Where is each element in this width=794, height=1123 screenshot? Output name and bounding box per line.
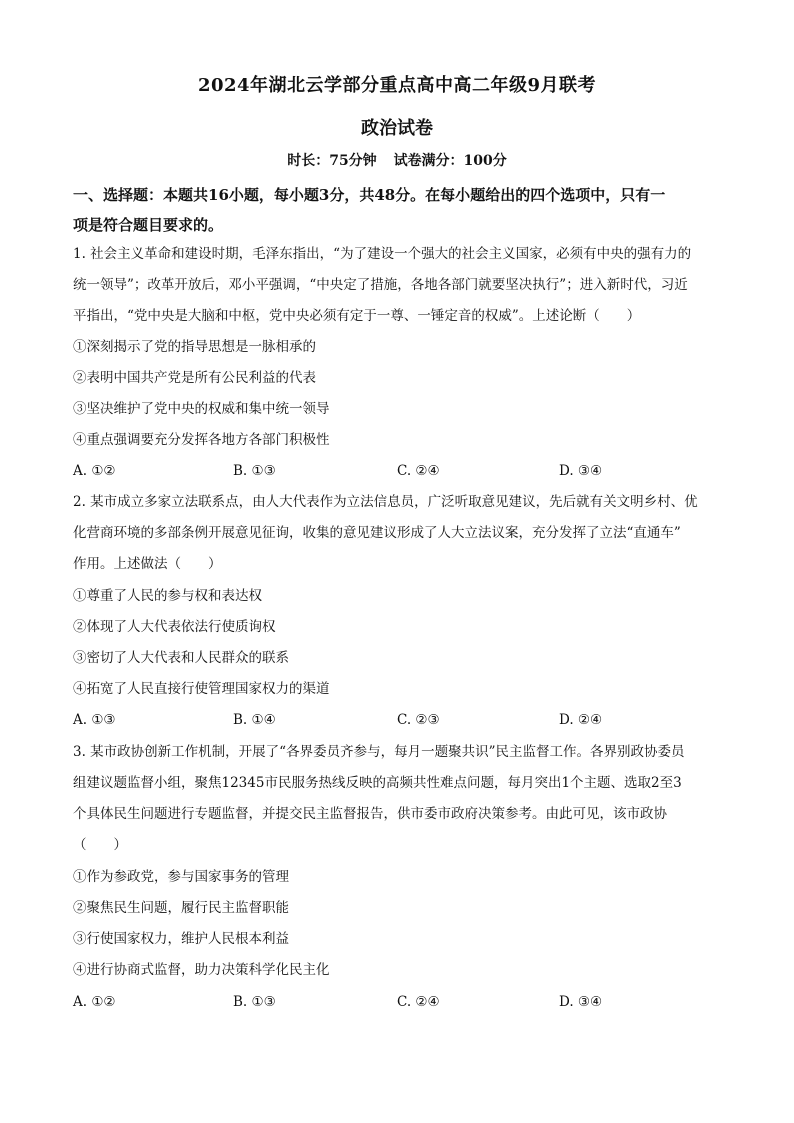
option-b: B. ①③ <box>233 994 276 1010</box>
exam-meta <box>0 150 794 170</box>
question-1-stem-line: 平指出，“党中央是大脑和中枢，党中央必须有定于一尊、一锤定音的权威”。上述论断（ ） <box>73 308 641 324</box>
option-a: A. ①② <box>73 994 116 1010</box>
question-3-item: ④进行协商式监督，助力决策科学化民主化 <box>73 962 330 978</box>
option-d: D. ③④ <box>559 994 603 1010</box>
exam-full-score: 试卷满分：100分 <box>393 153 507 169</box>
question-3-stem-line: 个具体民生问题进行专题监督，并提交民主监督报告，供市委市政府决策参考。由此可见，该市政协 <box>73 806 667 822</box>
section-heading-line: 项是符合题目要求的。 <box>73 216 224 234</box>
exam-title: 2024年湖北云学部分重点高中高二年级9月联考 <box>197 75 597 96</box>
question-2-stem-line: 化营商环境的多部条例开展意见征询，收集的意见建议形成了人大立法议案，充分发挥了立法“直通车” <box>73 525 681 541</box>
question-3-stem-line: 3. 某市政协创新工作机制，开展了“各界委员齐参与，每月一题聚共识”民主监督工作。各界别政协委员 <box>73 744 685 760</box>
question-2-stem-line: 2. 某市成立多家立法联系点，由人大代表作为立法信息员，广泛听取意见建议，先后就有关文明乡村、优 <box>73 494 698 510</box>
question-1-item: ②表明中国共产党是所有公民利益的代表 <box>73 370 316 386</box>
option-d: D. ③④ <box>559 463 603 479</box>
exam-subject: 政治试卷 <box>361 118 433 139</box>
option-b: B. ①④ <box>233 712 276 728</box>
option-b: B. ①③ <box>233 463 276 479</box>
option-c: C. ②③ <box>397 712 440 728</box>
question-3-item: ①作为参政党，参与国家事务的管理 <box>73 869 289 885</box>
question-1-stem-line: 统一领导”；改革开放后，邓小平强调，“中央定了措施，各地各部门就要坚决执行”；进入新时代，习近 <box>73 277 688 293</box>
question-2-item: ②体现了人大代表依法行使质询权 <box>73 619 276 635</box>
question-1-stem-line: 1. 社会主义革命和建设时期，毛泽东指出，“为了建设一个强大的社会主义国家，必须有中央的强有力的 <box>73 246 692 262</box>
question-3-item: ③行使国家权力，维护人民根本利益 <box>73 931 289 947</box>
option-c: C. ②④ <box>397 994 440 1010</box>
question-2-item: ①尊重了人民的参与权和表达权 <box>73 588 262 604</box>
section-heading-line: 一、选择题：本题共16小题，每小题3分，共48分。在每小题给出的四个选项中，只有一 <box>73 186 666 204</box>
question-3-item: ②聚焦民生问题，履行民主监督职能 <box>73 900 289 916</box>
question-3-stem-line: （ ） <box>73 837 127 853</box>
option-a: A. ①② <box>73 463 116 479</box>
option-a: A. ①③ <box>73 712 116 728</box>
question-3-stem-line: 组建议题监督小组，聚焦12345市民服务热线反映的高频共性难点问题，每月突出1个主题、选取2至3 <box>73 775 682 791</box>
option-d: D. ②④ <box>559 712 603 728</box>
question-2-item: ④拓宽了人民直接行使管理国家权力的渠道 <box>73 681 330 697</box>
question-2-stem-line: 作用。上述做法（ ） <box>73 556 222 572</box>
question-1-item: ①深刻揭示了党的指导思想是一脉相承的 <box>73 339 316 355</box>
exam-duration: 时长：75分钟 <box>287 153 377 169</box>
question-1-item: ③坚决维护了党中央的权威和集中统一领导 <box>73 401 330 417</box>
section-heading <box>73 180 723 240</box>
option-c: C. ②④ <box>397 463 440 479</box>
question-1-item: ④重点强调要充分发挥各地方各部门积极性 <box>73 432 330 448</box>
question-2-item: ③密切了人大代表和人民群众的联系 <box>73 650 289 666</box>
